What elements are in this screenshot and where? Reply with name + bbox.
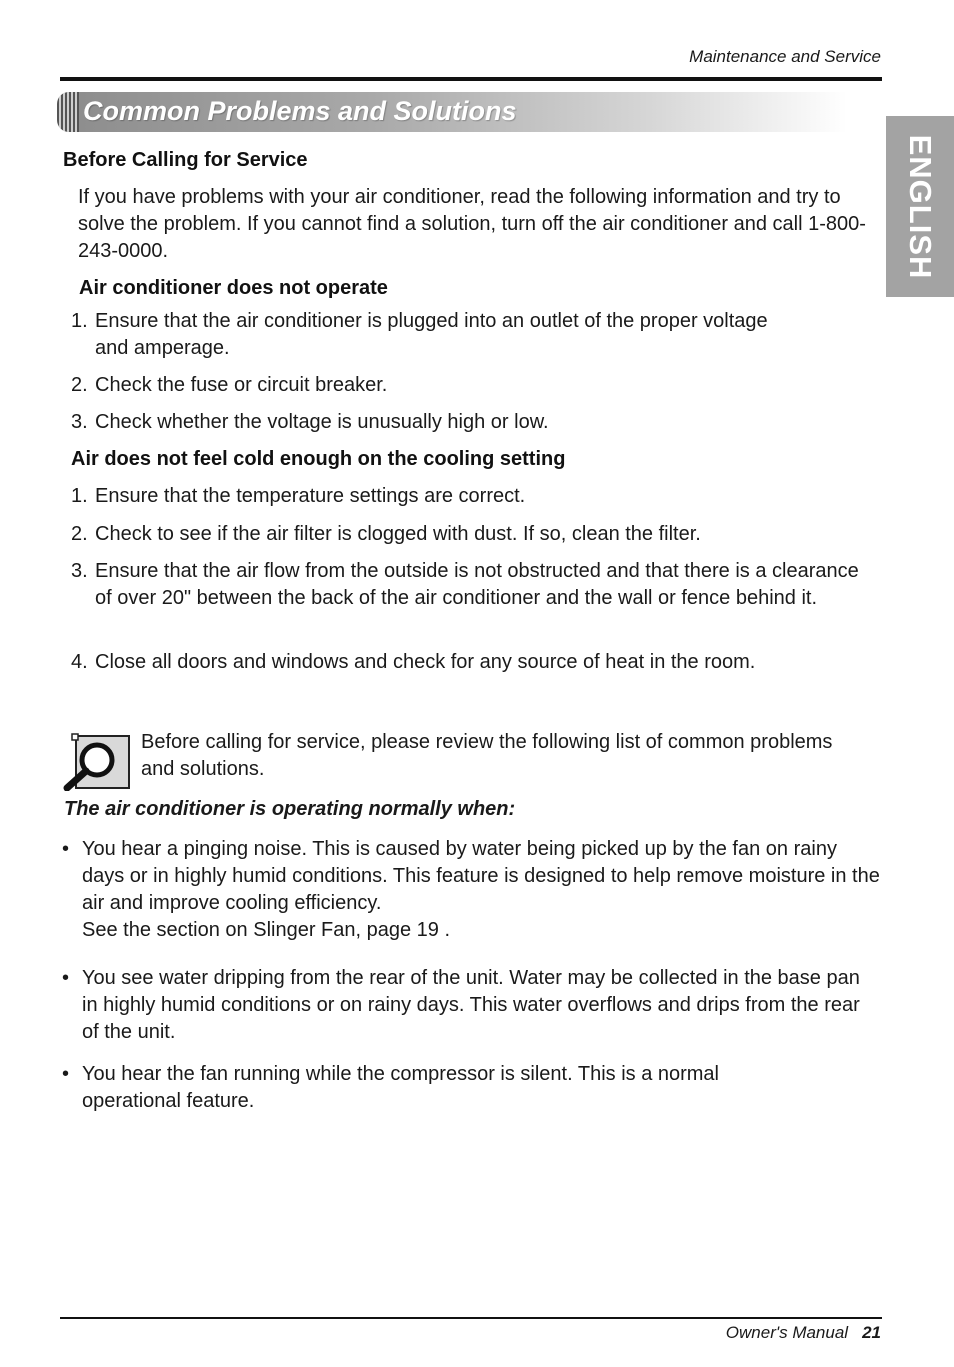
item-text: Check to see if the air filter is clogged with dust. If so, clean the filter. — [95, 523, 701, 545]
bullet-dot: • — [62, 1063, 70, 1085]
bullet-dot: • — [62, 967, 70, 989]
list-item — [71, 409, 861, 436]
bullet-item — [62, 836, 882, 944]
item-number: 2. — [71, 374, 88, 396]
not-cold-enough-heading: Air does not feel cold enough on the cooling setting — [71, 448, 566, 470]
item-text: Check whether the voltage is unusually high or low. — [95, 411, 549, 433]
list-item — [71, 558, 871, 612]
list-item — [71, 308, 783, 362]
bullet-dot: • — [62, 838, 70, 860]
bullet-item — [62, 1061, 822, 1115]
item-text: Ensure that the air flow from the outside is not obstructed and that there is a clearance of over 20" between the back of the air conditioner and the wall or fence behind it. — [95, 560, 859, 609]
language-tab — [886, 116, 954, 297]
item-text: Close all doors and windows and check for any source of heat in the room. — [95, 651, 756, 673]
item-text: Ensure that the temperature settings are correct. — [95, 485, 526, 507]
bullet-text: You hear the fan running while the compressor is silent. This is a normal operational feature. — [82, 1063, 720, 1112]
page-number: 21 — [862, 1323, 881, 1342]
running-header: Maintenance and Service — [689, 47, 881, 66]
does-not-operate-heading: Air conditioner does not operate — [79, 277, 388, 299]
list-item — [71, 483, 861, 510]
page-title: Common Problems and Solutions — [83, 96, 517, 126]
item-number: 4. — [71, 651, 88, 673]
banner-stripes — [57, 92, 79, 132]
operating-normally-heading: The air conditioner is operating normally when: — [64, 798, 516, 820]
item-number: 1. — [71, 485, 88, 507]
language-tab-label: ENGLISH — [903, 134, 938, 279]
list-item — [71, 649, 871, 676]
item-number: 1. — [71, 310, 88, 332]
bullet-text: You hear a pinging noise. This is caused by water being picked up by the fan on rainy days or in highly humid conditions. This feature is designed to help remove moisture in the air and improve cooling efficiency. — [82, 838, 880, 914]
item-number: 3. — [71, 411, 88, 433]
footer-manual: Owner's Manual — [725, 1323, 849, 1342]
intro-paragraph: If you have problems with your air conditioner, read the following information and try to solve the problem. If you cannot find a solution, turn off the air conditioner and call 1-800-243-0000. — [78, 186, 866, 262]
item-number: 3. — [71, 560, 88, 582]
list-item — [71, 521, 861, 548]
bullet-item — [62, 965, 872, 1046]
top-rule — [60, 77, 882, 81]
item-text: Ensure that the air conditioner is plugged into an outlet of the proper voltage and amperage. — [95, 310, 768, 359]
bullet-text: You see water dripping from the rear of the unit. Water may be collected in the base pan in highly humid conditions or on rainy days. This water overflows and drips from the rear of the unit. — [82, 967, 860, 1043]
footer — [726, 1323, 881, 1343]
item-number: 2. — [71, 523, 88, 545]
bottom-rule — [60, 1317, 882, 1319]
see-also-text: See the section on Slinger Fan, page 19 . — [82, 919, 451, 941]
item-text: Check the fuse or circuit breaker. — [95, 374, 388, 396]
before-calling-heading: Before Calling for Service — [63, 149, 308, 171]
list-item — [71, 372, 861, 399]
note-text: Before calling for service, please review the following list of common problems and solutions. — [141, 731, 833, 780]
magnifier-icon — [62, 733, 131, 791]
title-banner — [57, 92, 847, 132]
